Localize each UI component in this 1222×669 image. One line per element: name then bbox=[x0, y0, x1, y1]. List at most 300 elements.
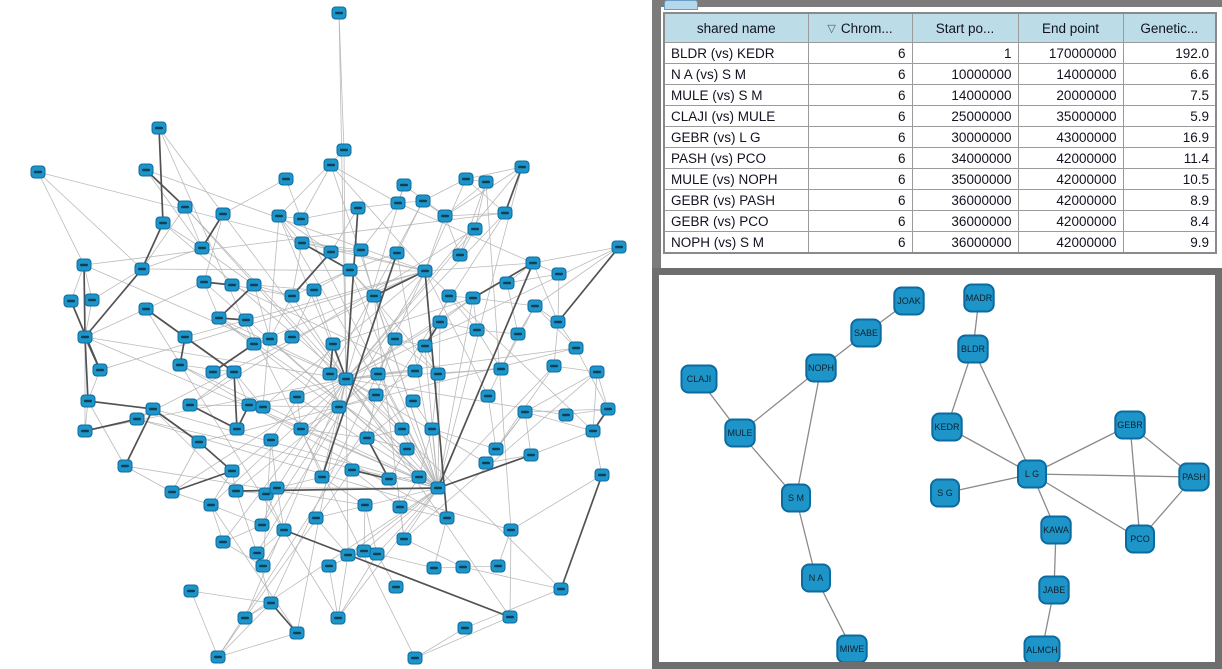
network-node[interactable] bbox=[173, 359, 187, 371]
network-node[interactable] bbox=[491, 560, 505, 572]
network-edge[interactable] bbox=[533, 247, 619, 263]
cell-value[interactable]: 192.0 bbox=[1123, 43, 1216, 64]
network-node[interactable] bbox=[204, 499, 218, 511]
network-node[interactable] bbox=[285, 331, 299, 343]
cell-value[interactable]: 25000000 bbox=[912, 106, 1018, 127]
network-node[interactable] bbox=[479, 176, 493, 188]
network-node[interactable] bbox=[206, 366, 220, 378]
network-edge[interactable] bbox=[88, 401, 153, 409]
network-edge[interactable] bbox=[558, 274, 559, 322]
cell-shared-name[interactable]: GEBR (vs) PASH bbox=[664, 190, 808, 211]
network-node[interactable] bbox=[290, 391, 304, 403]
table-row[interactable] bbox=[664, 232, 1216, 254]
network-node[interactable] bbox=[285, 290, 299, 302]
network-node[interactable] bbox=[31, 166, 45, 178]
network-node[interactable] bbox=[250, 547, 264, 559]
network-node[interactable] bbox=[569, 342, 583, 354]
network-node[interactable] bbox=[324, 159, 338, 171]
network-edge[interactable] bbox=[333, 298, 473, 344]
cell-shared-name[interactable]: BLDR (vs) KEDR bbox=[664, 43, 808, 64]
network-node[interactable] bbox=[456, 561, 470, 573]
network-node[interactable] bbox=[524, 449, 538, 461]
cell-value[interactable]: 5.9 bbox=[1123, 106, 1216, 127]
network-node-label-smudge bbox=[400, 538, 408, 540]
network-edge[interactable] bbox=[142, 223, 163, 269]
network-node-MIWE[interactable] bbox=[837, 636, 866, 663]
network-node[interactable] bbox=[183, 399, 197, 411]
network-node[interactable] bbox=[184, 585, 198, 597]
network-node-MADR[interactable] bbox=[964, 285, 993, 312]
network-node[interactable] bbox=[408, 365, 422, 377]
network-node[interactable] bbox=[418, 340, 432, 352]
table-row[interactable] bbox=[664, 85, 1216, 106]
network-edge[interactable] bbox=[558, 247, 619, 322]
column-header-chrom-[interactable] bbox=[808, 13, 912, 43]
cell-shared-name[interactable]: MULE (vs) S M bbox=[664, 85, 808, 106]
network-node[interactable] bbox=[586, 425, 600, 437]
network-node[interactable] bbox=[498, 207, 512, 219]
cell-value[interactable]: 16.9 bbox=[1123, 127, 1216, 148]
network-node[interactable] bbox=[425, 423, 439, 435]
network-node[interactable] bbox=[135, 263, 149, 275]
cell-value[interactable]: 6 bbox=[808, 211, 912, 232]
network-node[interactable] bbox=[345, 464, 359, 476]
network-node[interactable] bbox=[322, 560, 336, 572]
cell-value[interactable]: 42000000 bbox=[1018, 148, 1123, 169]
filter-icon[interactable]: ▽ bbox=[827, 22, 836, 35]
network-node[interactable] bbox=[225, 465, 239, 477]
network-node-label-smudge bbox=[273, 487, 281, 489]
network-node[interactable] bbox=[326, 338, 340, 350]
network-node[interactable] bbox=[178, 331, 192, 343]
network-node[interactable] bbox=[225, 279, 239, 291]
network-node[interactable] bbox=[503, 611, 517, 623]
network-node[interactable] bbox=[459, 173, 473, 185]
network-node[interactable] bbox=[590, 366, 604, 378]
network-node[interactable] bbox=[242, 399, 256, 411]
network-node-label-smudge bbox=[200, 281, 208, 283]
network-node[interactable] bbox=[427, 562, 441, 574]
network-edge[interactable] bbox=[510, 530, 511, 617]
cell-value[interactable]: 6 bbox=[808, 190, 912, 211]
network-edge[interactable] bbox=[511, 475, 602, 530]
cell-value[interactable]: 6 bbox=[808, 106, 912, 127]
network-node[interactable] bbox=[307, 284, 321, 296]
network-node-LG[interactable] bbox=[1018, 461, 1046, 488]
network-node[interactable] bbox=[264, 434, 278, 446]
network-node[interactable] bbox=[357, 545, 371, 557]
network-node[interactable] bbox=[504, 524, 518, 536]
network-edge[interactable] bbox=[346, 167, 522, 379]
network-node[interactable] bbox=[81, 395, 95, 407]
network-node[interactable] bbox=[264, 597, 278, 609]
network-edge[interactable] bbox=[88, 401, 125, 466]
cell-shared-name[interactable]: NOPH (vs) S M bbox=[664, 232, 808, 254]
network-edge[interactable] bbox=[576, 348, 608, 409]
network-node[interactable] bbox=[526, 257, 540, 269]
cell-value[interactable]: 7.5 bbox=[1123, 85, 1216, 106]
network-node-BLDR[interactable] bbox=[958, 336, 987, 363]
network-node[interactable] bbox=[247, 279, 261, 291]
network-edge[interactable] bbox=[301, 208, 358, 219]
network-node[interactable] bbox=[130, 413, 144, 425]
network-node[interactable] bbox=[551, 316, 565, 328]
network-node[interactable] bbox=[418, 265, 432, 277]
cell-value[interactable]: 6.6 bbox=[1123, 64, 1216, 85]
network-node[interactable] bbox=[156, 217, 170, 229]
network-node[interactable] bbox=[309, 512, 323, 524]
network-node-NA[interactable] bbox=[802, 565, 830, 592]
network-node[interactable] bbox=[343, 264, 357, 276]
network-node[interactable] bbox=[270, 482, 284, 494]
network-node[interactable] bbox=[255, 519, 269, 531]
network-node[interactable] bbox=[528, 300, 542, 312]
network-node[interactable] bbox=[324, 246, 338, 258]
network-edge[interactable] bbox=[211, 505, 262, 525]
table-row[interactable] bbox=[664, 106, 1216, 127]
network-edge-LG-PASH[interactable] bbox=[1032, 474, 1194, 477]
network-node[interactable] bbox=[489, 443, 503, 455]
network-node-KEDR[interactable] bbox=[932, 414, 961, 441]
column-header-genetic-[interactable] bbox=[1123, 13, 1216, 43]
network-edge[interactable] bbox=[364, 505, 365, 551]
network-node-label-smudge bbox=[275, 215, 283, 217]
cell-value[interactable]: 35000000 bbox=[1018, 106, 1123, 127]
network-node[interactable] bbox=[315, 471, 329, 483]
network-edge[interactable] bbox=[301, 165, 331, 219]
network-edge[interactable] bbox=[159, 128, 163, 223]
network-edge-GEBR-PCO[interactable] bbox=[1130, 425, 1140, 539]
network-edge[interactable] bbox=[191, 591, 271, 603]
network-node[interactable] bbox=[294, 213, 308, 225]
network-edge[interactable] bbox=[346, 379, 510, 617]
network-edge[interactable] bbox=[191, 591, 218, 657]
network-node[interactable] bbox=[230, 423, 244, 435]
cell-value[interactable]: 1 bbox=[912, 43, 1018, 64]
network-node[interactable] bbox=[453, 249, 467, 261]
network-node[interactable] bbox=[146, 403, 160, 415]
network-node[interactable] bbox=[354, 244, 368, 256]
network-edge[interactable] bbox=[438, 322, 440, 488]
network-node[interactable] bbox=[431, 368, 445, 380]
network-edge[interactable] bbox=[554, 322, 558, 366]
network-node[interactable] bbox=[400, 443, 414, 455]
network-node[interactable] bbox=[323, 368, 337, 380]
network-edge[interactable] bbox=[85, 337, 88, 401]
network-edge[interactable] bbox=[338, 555, 348, 618]
network-node[interactable] bbox=[440, 512, 454, 524]
network-node[interactable] bbox=[216, 208, 230, 220]
cell-value[interactable]: 10.5 bbox=[1123, 169, 1216, 190]
cell-value[interactable]: 6 bbox=[808, 148, 912, 169]
network-node-KAWA[interactable] bbox=[1041, 517, 1070, 544]
cell-value[interactable]: 8.9 bbox=[1123, 190, 1216, 211]
cell-value[interactable]: 6 bbox=[808, 85, 912, 106]
network-node[interactable] bbox=[212, 312, 226, 324]
network-edge[interactable] bbox=[434, 518, 447, 568]
network-node[interactable] bbox=[511, 328, 525, 340]
network-node[interactable] bbox=[332, 401, 346, 413]
network-node-NOPH[interactable] bbox=[806, 355, 835, 382]
network-node[interactable] bbox=[358, 499, 372, 511]
cell-value[interactable]: 20000000 bbox=[1018, 85, 1123, 106]
network-node-label-smudge bbox=[334, 617, 342, 619]
network-node[interactable] bbox=[481, 390, 495, 402]
network-node[interactable] bbox=[277, 524, 291, 536]
network-node-label-smudge bbox=[288, 295, 296, 297]
network-node[interactable] bbox=[295, 237, 309, 249]
cell-shared-name[interactable]: GEBR (vs) L G bbox=[664, 127, 808, 148]
network-node-JOAK[interactable] bbox=[894, 288, 923, 315]
cell-shared-name[interactable]: GEBR (vs) PCO bbox=[664, 211, 808, 232]
cell-value[interactable]: 42000000 bbox=[1018, 232, 1123, 254]
network-node-GEBR[interactable] bbox=[1115, 412, 1144, 439]
network-node[interactable] bbox=[554, 583, 568, 595]
network-node[interactable] bbox=[412, 471, 426, 483]
network-node[interactable] bbox=[552, 268, 566, 280]
network-edge[interactable] bbox=[38, 172, 84, 265]
cell-shared-name[interactable]: PASH (vs) PCO bbox=[664, 148, 808, 169]
cell-value[interactable]: 42000000 bbox=[1018, 169, 1123, 190]
network-node-ALMCH[interactable] bbox=[1025, 637, 1060, 663]
network-node[interactable] bbox=[431, 482, 445, 494]
column-header-shared-name[interactable] bbox=[664, 13, 808, 43]
network-node[interactable] bbox=[192, 436, 206, 448]
network-node[interactable] bbox=[139, 164, 153, 176]
network-node-label-smudge bbox=[297, 218, 305, 220]
cell-value[interactable]: 6 bbox=[808, 64, 912, 85]
cell-value[interactable]: 36000000 bbox=[912, 190, 1018, 211]
network-edge[interactable] bbox=[38, 172, 142, 269]
network-edge[interactable] bbox=[404, 372, 597, 539]
table-row[interactable] bbox=[664, 43, 1216, 64]
network-edge[interactable] bbox=[263, 440, 271, 566]
network-node[interactable] bbox=[197, 276, 211, 288]
network-node[interactable] bbox=[500, 277, 514, 289]
cell-value[interactable]: 6 bbox=[808, 232, 912, 254]
network-node-label-smudge bbox=[207, 504, 215, 506]
network-node[interactable] bbox=[601, 403, 615, 415]
network-edge[interactable] bbox=[507, 283, 518, 334]
network-node[interactable] bbox=[442, 290, 456, 302]
network-node[interactable] bbox=[337, 144, 351, 156]
network-node[interactable] bbox=[470, 324, 484, 336]
cell-value[interactable]: 11.4 bbox=[1123, 148, 1216, 169]
cell-value[interactable]: 8.4 bbox=[1123, 211, 1216, 232]
network-node[interactable] bbox=[118, 460, 132, 472]
network-node-label: PASH bbox=[1182, 472, 1206, 482]
network-node[interactable] bbox=[612, 241, 626, 253]
network-node[interactable] bbox=[85, 294, 99, 306]
network-edge[interactable] bbox=[172, 471, 232, 492]
network-edge[interactable] bbox=[85, 309, 146, 337]
network-node[interactable] bbox=[238, 612, 252, 624]
network-edge[interactable] bbox=[415, 628, 465, 658]
network-node[interactable] bbox=[369, 389, 383, 401]
network-node[interactable] bbox=[479, 457, 493, 469]
network-edge[interactable] bbox=[561, 475, 602, 589]
table-row[interactable] bbox=[664, 211, 1216, 232]
network-node[interactable] bbox=[227, 366, 241, 378]
cell-value[interactable]: 6 bbox=[808, 43, 912, 64]
network-node[interactable] bbox=[360, 432, 374, 444]
cell-value[interactable]: 30000000 bbox=[912, 127, 1018, 148]
network-node[interactable] bbox=[272, 210, 286, 222]
network-node[interactable] bbox=[466, 292, 480, 304]
network-node[interactable] bbox=[332, 7, 346, 19]
network-node[interactable] bbox=[395, 423, 409, 435]
network-node[interactable] bbox=[367, 290, 381, 302]
network-node[interactable] bbox=[370, 548, 384, 560]
network-edge[interactable] bbox=[488, 396, 496, 449]
network-node[interactable] bbox=[331, 612, 345, 624]
network-node[interactable] bbox=[389, 581, 403, 593]
network-node[interactable] bbox=[518, 406, 532, 418]
network-node[interactable] bbox=[547, 360, 561, 372]
network-node[interactable] bbox=[351, 202, 365, 214]
network-node[interactable] bbox=[433, 316, 447, 328]
network-node[interactable] bbox=[382, 473, 396, 485]
network-edge[interactable] bbox=[92, 269, 142, 300]
cell-value[interactable]: 10000000 bbox=[912, 64, 1018, 85]
network-node[interactable] bbox=[390, 247, 404, 259]
cell-value[interactable]: 9.9 bbox=[1123, 232, 1216, 254]
network-node[interactable] bbox=[239, 314, 253, 326]
network-node[interactable] bbox=[216, 536, 230, 548]
network-node[interactable] bbox=[211, 651, 225, 663]
network-node[interactable] bbox=[339, 373, 353, 385]
table-row[interactable] bbox=[664, 148, 1216, 169]
network-node-JABE[interactable] bbox=[1039, 577, 1068, 604]
network-node[interactable] bbox=[229, 485, 243, 497]
network-node-SABE[interactable] bbox=[851, 320, 880, 347]
network-edge-NOPH-SM[interactable] bbox=[796, 368, 821, 498]
network-node[interactable] bbox=[371, 368, 385, 380]
table-row[interactable] bbox=[664, 190, 1216, 211]
network-node[interactable] bbox=[515, 161, 529, 173]
network-node[interactable] bbox=[256, 560, 270, 572]
network-node[interactable] bbox=[263, 333, 277, 345]
cell-value[interactable]: 14000000 bbox=[1018, 64, 1123, 85]
cell-value[interactable]: 36000000 bbox=[912, 232, 1018, 254]
cell-value[interactable]: 34000000 bbox=[912, 148, 1018, 169]
cell-value[interactable]: 36000000 bbox=[912, 211, 1018, 232]
network-node-SM[interactable] bbox=[782, 485, 810, 512]
network-edge[interactable] bbox=[432, 429, 496, 449]
network-edge[interactable] bbox=[346, 208, 358, 379]
network-node[interactable] bbox=[397, 179, 411, 191]
table-row[interactable] bbox=[664, 169, 1216, 190]
network-edge[interactable] bbox=[507, 274, 559, 283]
network-node-label-smudge bbox=[209, 371, 217, 373]
cell-shared-name[interactable]: N A (vs) S M bbox=[664, 64, 808, 85]
network-node[interactable] bbox=[294, 423, 308, 435]
network-node[interactable] bbox=[195, 242, 209, 254]
network-node[interactable] bbox=[393, 501, 407, 513]
cell-value[interactable]: 42000000 bbox=[1018, 211, 1123, 232]
cell-value[interactable]: 43000000 bbox=[1018, 127, 1123, 148]
column-header-end-point[interactable] bbox=[1018, 13, 1123, 43]
network-edge[interactable] bbox=[85, 419, 137, 431]
network-node[interactable] bbox=[595, 469, 609, 481]
network-node[interactable] bbox=[397, 533, 411, 545]
column-header-start-po-[interactable] bbox=[912, 13, 1018, 43]
small-network-canvas[interactable] bbox=[659, 275, 1215, 662]
network-node[interactable] bbox=[279, 173, 293, 185]
network-node[interactable] bbox=[388, 333, 402, 345]
network-edge[interactable] bbox=[438, 366, 554, 488]
network-node[interactable] bbox=[438, 210, 452, 222]
table-panel-tab[interactable] bbox=[664, 0, 698, 10]
network-edge[interactable] bbox=[146, 170, 202, 248]
cell-value[interactable]: 6 bbox=[808, 127, 912, 148]
table-row[interactable] bbox=[664, 127, 1216, 148]
network-node[interactable] bbox=[458, 622, 472, 634]
network-node[interactable] bbox=[391, 197, 405, 209]
cell-value[interactable]: 6 bbox=[808, 169, 912, 190]
network-node[interactable] bbox=[93, 364, 107, 376]
network-node[interactable] bbox=[165, 486, 179, 498]
network-node[interactable] bbox=[78, 425, 92, 437]
network-node[interactable] bbox=[256, 401, 270, 413]
network-node[interactable] bbox=[416, 195, 430, 207]
cell-shared-name[interactable]: CLAJI (vs) MULE bbox=[664, 106, 808, 127]
network-node-PASH[interactable] bbox=[1179, 464, 1208, 491]
network-node[interactable] bbox=[341, 549, 355, 561]
network-edge[interactable] bbox=[146, 309, 338, 618]
network-node-label-smudge bbox=[400, 184, 408, 186]
network-edge[interactable] bbox=[331, 165, 398, 203]
network-node[interactable] bbox=[406, 395, 420, 407]
network-edge-BLDR-LG[interactable] bbox=[973, 349, 1032, 474]
network-node[interactable] bbox=[559, 409, 573, 421]
network-edge[interactable] bbox=[505, 167, 522, 213]
cell-shared-name[interactable]: MULE (vs) NOPH bbox=[664, 169, 808, 190]
network-node[interactable] bbox=[290, 627, 304, 639]
table-row[interactable] bbox=[664, 64, 1216, 85]
cell-value[interactable]: 170000000 bbox=[1018, 43, 1123, 64]
network-node[interactable] bbox=[408, 652, 422, 664]
cell-value[interactable]: 14000000 bbox=[912, 85, 1018, 106]
network-node[interactable] bbox=[494, 363, 508, 375]
network-node-MULE[interactable] bbox=[725, 420, 754, 447]
cell-value[interactable]: 35000000 bbox=[912, 169, 1018, 190]
network-node-label-smudge bbox=[572, 347, 580, 349]
network-node[interactable] bbox=[78, 331, 92, 343]
table-header-row bbox=[664, 13, 1216, 43]
network-node[interactable] bbox=[468, 223, 482, 235]
network-node[interactable] bbox=[139, 303, 153, 315]
network-edge[interactable] bbox=[531, 431, 593, 455]
cell-value[interactable]: 42000000 bbox=[1018, 190, 1123, 211]
network-edge[interactable] bbox=[301, 219, 438, 488]
network-node[interactable] bbox=[178, 201, 192, 213]
network-node-CLAJI[interactable] bbox=[682, 366, 717, 393]
network-edge[interactable] bbox=[142, 269, 425, 271]
network-node[interactable] bbox=[247, 338, 261, 350]
network-edge[interactable] bbox=[271, 440, 277, 488]
network-node-label-smudge bbox=[398, 428, 406, 430]
network-node-PCO[interactable] bbox=[1126, 526, 1154, 553]
network-edge[interactable] bbox=[473, 298, 535, 306]
network-node-label: S G bbox=[937, 488, 953, 498]
network-node-SG[interactable] bbox=[931, 480, 959, 507]
network-edge[interactable] bbox=[593, 431, 602, 475]
network-node[interactable] bbox=[64, 295, 78, 307]
network-edge[interactable] bbox=[223, 179, 286, 214]
network-node[interactable] bbox=[152, 122, 166, 134]
network-node[interactable] bbox=[77, 259, 91, 271]
